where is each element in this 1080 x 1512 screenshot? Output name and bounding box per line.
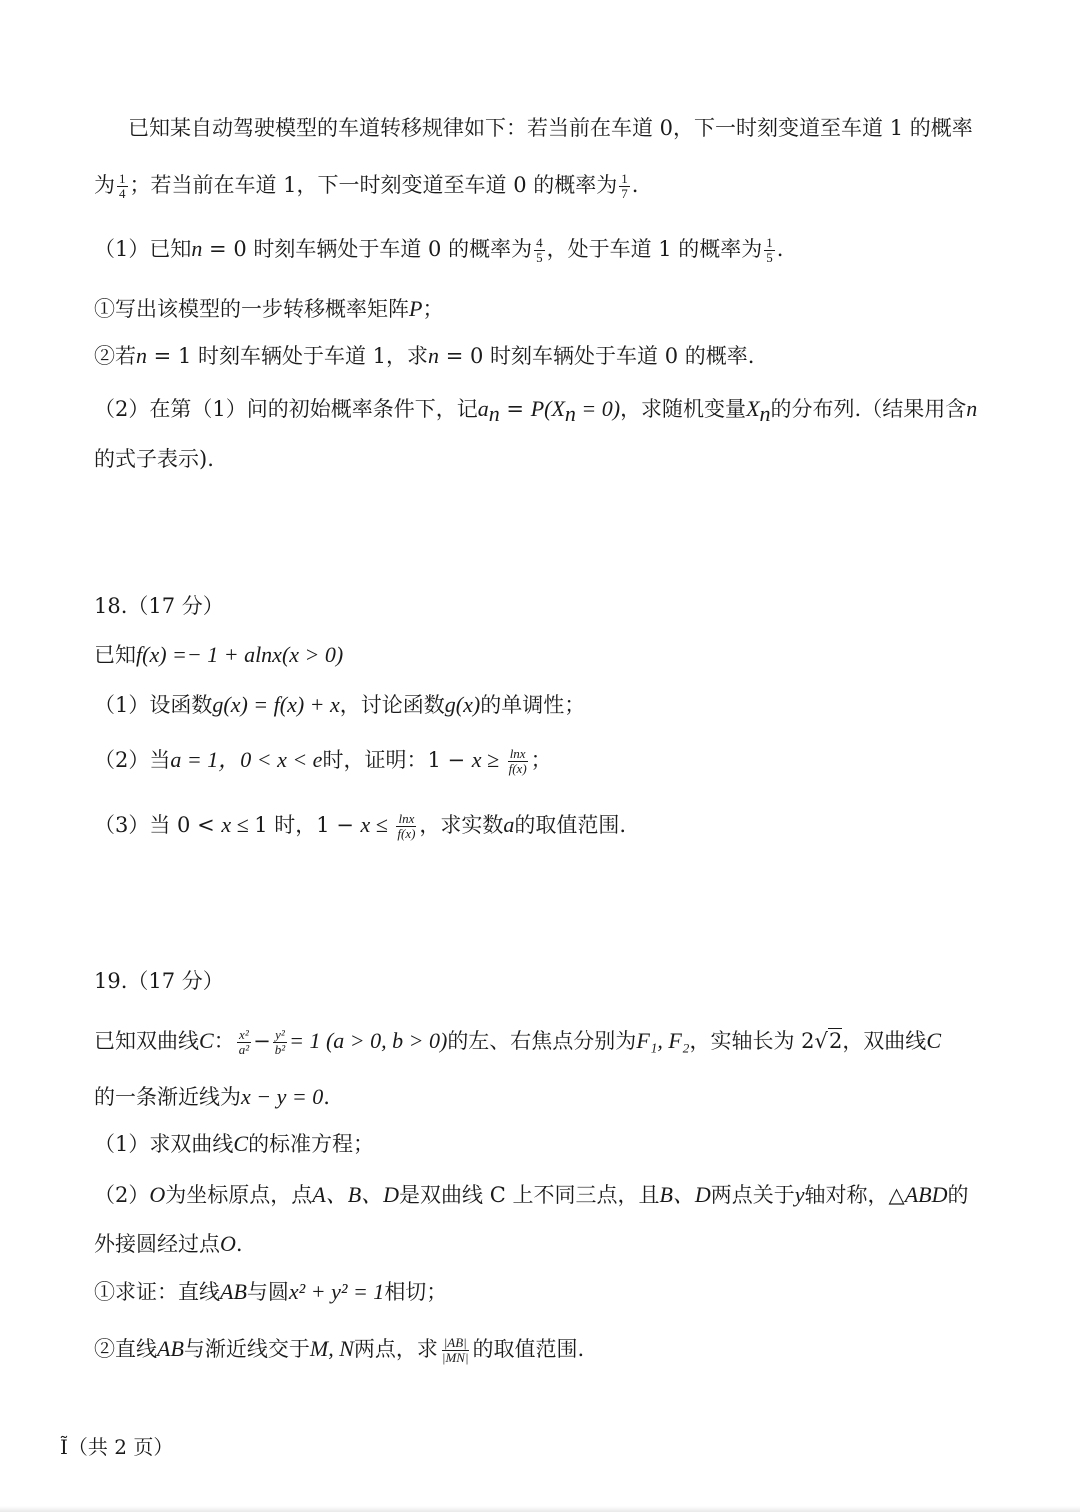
fraction-ab-over-mn: $\frac{|AB|}{|MN|}$ — [441, 1335, 469, 1365]
fraction-1-4: $\frac{1}{4}$ — [119, 171, 126, 201]
q19-part2-line-1: （2）O为坐标原点，点A、B、D是双曲线 C 上不同三点，且B、D两点关于y轴对称，△ABD的 — [94, 1182, 969, 1207]
q17-part1-ii: ②若n = 1 时刻车辆处于车道 1，求n = 0 时刻车辆处于车道 0 的概率. — [94, 343, 755, 368]
q18-definition: 已知f(x) =− 1 + alnx(x > 0) — [94, 642, 344, 667]
intro-line-2: 为 $\frac{1}{4}$ ；若当前在车道 1，下一时刻变道至车道 0 的概率为 $\frac{1}{7}$ . — [94, 171, 639, 201]
fraction-y2-b2: $\frac{\text{y²}}{\text{b²}}$ — [274, 1027, 286, 1057]
q19-part2-line-2: 外接圆经过点O. — [94, 1231, 243, 1256]
q18-heading: 18.（17 分） — [94, 594, 224, 618]
fraction-1-7: $\frac{1}{7}$ — [621, 171, 628, 201]
q18-part3: （3）当 0 < x ≤ 1 时，1 − x ≤ $\frac{\ln x}{f(x)}$ ，求实数a的取值范围. — [94, 811, 627, 841]
fraction-lnx-over-fx: $\frac{\ln x}{f(x)}$ — [397, 811, 416, 841]
q17-part1-i: ①写出该模型的一步转移概率矩阵P； — [94, 296, 444, 321]
intro-line-1: 已知某自动驾驶模型的车道转移规律如下：若当前在车道 0，下一时刻变道至车道 1 的概率 — [128, 116, 973, 140]
fraction-x2-a2: $\frac{\text{x²}}{\text{a²}}$ — [238, 1027, 250, 1057]
fraction-lnx-over-fx: $\frac{\ln x}{f(x)}$ — [508, 746, 527, 776]
q19-heading: 19.（17 分） — [94, 969, 224, 993]
q17-part1: （1）已知n = 0 时刻车辆处于车道 0 的概率为 $\frac{4}{5}$ ，处于车道 1 的概率为 $\frac{1}{5}$ . — [94, 235, 784, 265]
q18-part1: （1）设函数g(x) = f(x) + x，讨论函数g(x)的单调性； — [94, 692, 586, 717]
fraction-4-5: $\frac{4}{5}$ — [536, 235, 543, 265]
q17-part2-line-1: （2）在第（1）问的初始概率条件下，记$a_n = P(X_n = 0)$，求随机变量$X_n$的分布列.（结果用含n — [94, 396, 978, 427]
q17-part2-line-2: 的式子表示). — [94, 447, 214, 471]
q18-part2: （2）当a = 1，0 < x < e时，证明：1 − x ≥ $\frac{\ln x}{f(x)}$ ； — [94, 746, 552, 776]
q19-part1: （1）求双曲线C的标准方程； — [94, 1131, 375, 1156]
q19-part2-ii: ②直线AB与渐近线交于M, N两点，求 $\frac{|AB|}{|MN|}$ 的取值范围. — [94, 1335, 585, 1365]
fraction-1-5: $\frac{1}{5}$ — [766, 235, 773, 265]
q19-line-1: 已知双曲线C： $\frac{\text{x²}}{\text{a²}}$ − $\frac{\text{y²}}{\text{b²}}$ = 1 (a > 0, b > 0)的左、右焦点分别为F₁, F₂，实轴长为 2√2，双曲线C — [94, 1027, 941, 1057]
q19-part2-i: ①求证：直线AB与圆x² + y² = 1相切； — [94, 1279, 448, 1304]
page-footer: Ĩ（共 2 页） — [60, 1435, 174, 1459]
q19-line-2: 的一条渐近线为x − y = 0. — [94, 1084, 330, 1109]
page-bottom-edge — [0, 1506, 1080, 1512]
